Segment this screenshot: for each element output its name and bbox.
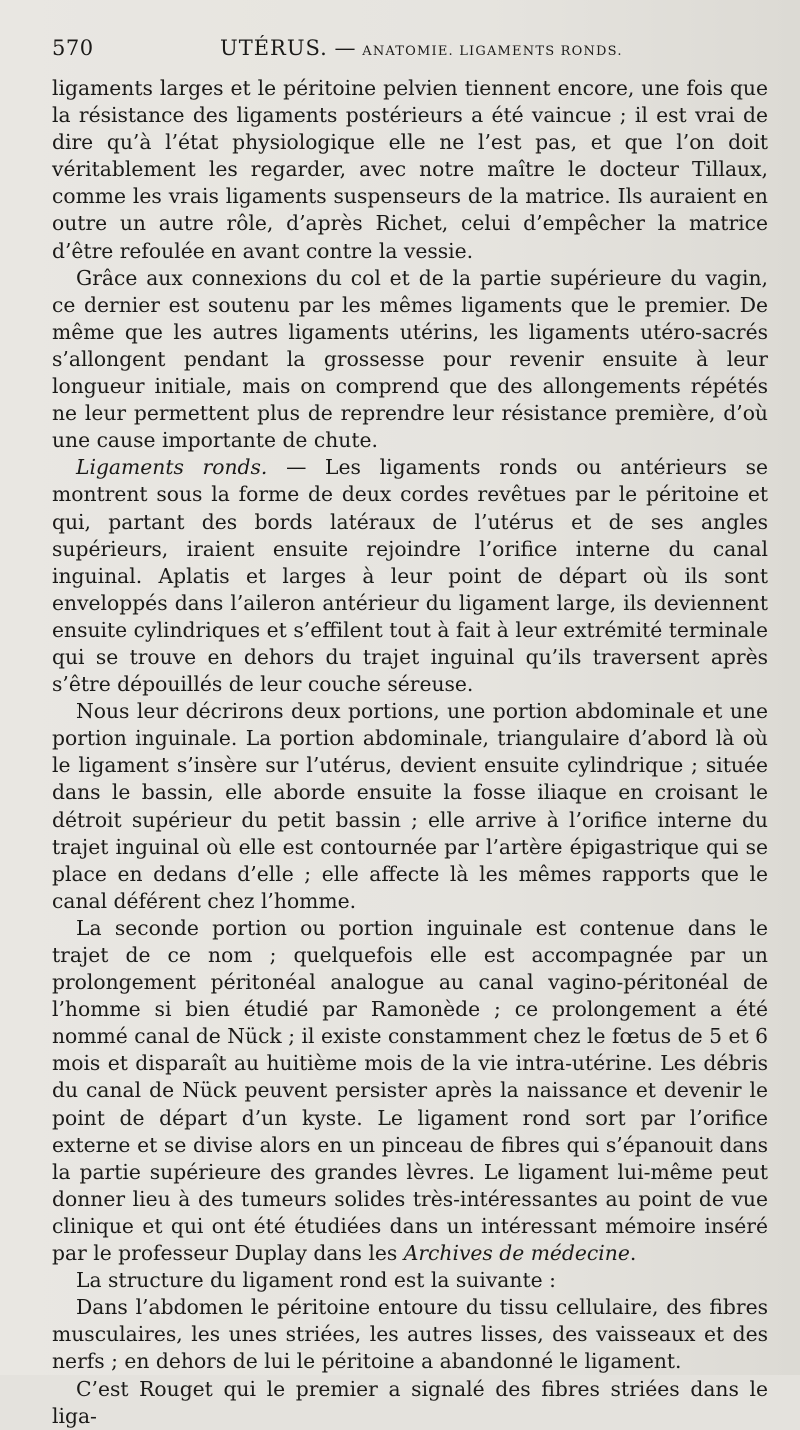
running-head — [220, 36, 623, 60]
paragraph-text: ligaments larges et le péritoine pelvien tiennent encore, une fois que la résistance des ligaments postérieurs a été vaincue ; il est vrai de dire qu’à l’état physiologique elle ne l’est pas, et que l’on doit véritablement les regarder, avec notre maître le docteur Tillaux, comme les vrais ligaments suspenseurs de la matrice. Ils auraient en outre un autre rôle, d’après Richet, celui d’empêcher la matrice d’être refoulée en avant contre la vessie. — [52, 76, 768, 263]
paragraph — [52, 1376, 768, 1430]
paragraph-text: Grâce aux connexions du col et de la partie supérieure du vagin, ce dernier est soutenu par les mêmes ligaments que le premier. De même que les autres ligaments utérins, les ligaments utéro-sacrés s’allongent pendant la grossesse pour revenir ensuite à leur longueur initiale, mais on comprend que des allongements répétés ne leur permettent plus de reprendre leur résistance première, d’où une cause importante de chute. — [52, 265, 768, 453]
paragraph — [52, 265, 768, 455]
section-heading-italic: Ligaments ronds. — [76, 455, 268, 480]
running-head-title: UTÉRUS. — [220, 36, 328, 60]
body-text — [52, 75, 768, 1430]
paragraph — [52, 1267, 768, 1294]
paragraph — [52, 698, 768, 915]
paragraph-text: La structure du ligament rond est la suivante : — [76, 1268, 556, 1293]
running-head-subtitle: ANATOMIE. LIGAMENTS RONDS. — [362, 44, 623, 59]
paragraph-continuation — [52, 75, 768, 265]
page-header — [52, 36, 768, 68]
paragraph-text: Nous leur décrirons deux portions, une portion abdominale et une portion inguinale. La portion abdominale, triangulaire d’abord là où le ligament s’insère sur l’utérus, devient ensuite cylindrique ; située dans le bassin, elle aborde ensuite la fosse iliaque en croisant le détroit supérieur du petit bassin ; elle arrive à l’orifice interne du trajet inguinal où elle est contournée par l’artère épigastrique qui se place en dedans d’elle ; elle affecte là les mêmes rapports que le canal déférent chez l’homme. — [52, 699, 768, 913]
running-head-dash: — — [334, 36, 356, 60]
paragraph-text-end: . — [629, 1241, 637, 1266]
paragraph — [52, 915, 768, 1267]
paragraph-text: — Les ligaments ronds ou antérieurs se montrent sous la forme de deux cordes revêtues par le péritoine et qui, partant des bords latéraux de l’utérus et de ses angles supérieurs, iraient ensuite rejoindre l’orifice interne du canal inguinal. Aplatis et larges à leur point de départ où ils sont enveloppés dans l’aileron antérieur du ligament large, ils deviennent ensuite cylindriques et s’effilent tout à fait à leur extrémité terminale qui se trouve en dehors du trajet inguinal qu’ils traversent après s’être dépouillés de leur couche séreuse. — [52, 455, 768, 697]
paragraph-text: La seconde portion ou portion inguinale est contenue dans le trajet de ce nom ; quelquefois elle est accompagnée par un prolongement péritonéal analogue au canal vagino-péritonéal de l’homme si bien étudié par Ramonède ; ce prolongement a été nommé canal de Nück ; il existe constamment chez le fœtus de 5 et 6 mois et disparaît au huitième mois de la vie intra-utérine. Les débris du canal de Nück peuvent persister après la naissance et devenir le point de départ d’un kyste. Le ligament rond sort par l’orifice externe et se divise alors en un pinceau de fibres qui s’épanouit dans la partie supérieure des grandes lèvres. Le ligament lui-même peut donner lieu à des tumeurs solides très-intéressantes au point de vue clinique et qui ont été étudiées dans un intéressant mémoire inséré par le professeur Duplay dans les — [52, 915, 768, 1266]
paragraph-text: C’est Rouget qui le premier a signalé des fibres striées dans le liga- — [52, 1376, 768, 1428]
paragraph-ligaments-ronds — [52, 454, 768, 698]
page-number: 570 — [52, 36, 94, 60]
journal-title-italic: Archives de médecine — [403, 1241, 630, 1266]
paragraph — [52, 1294, 768, 1375]
paragraph-text: Dans l’abdomen le péritoine entoure du tissu cellulaire, des fibres musculaires, les unes striées, les autres lisses, des vaisseaux et des nerfs ; en dehors de lui le péritoine a abandonné le ligament. — [52, 1295, 768, 1374]
